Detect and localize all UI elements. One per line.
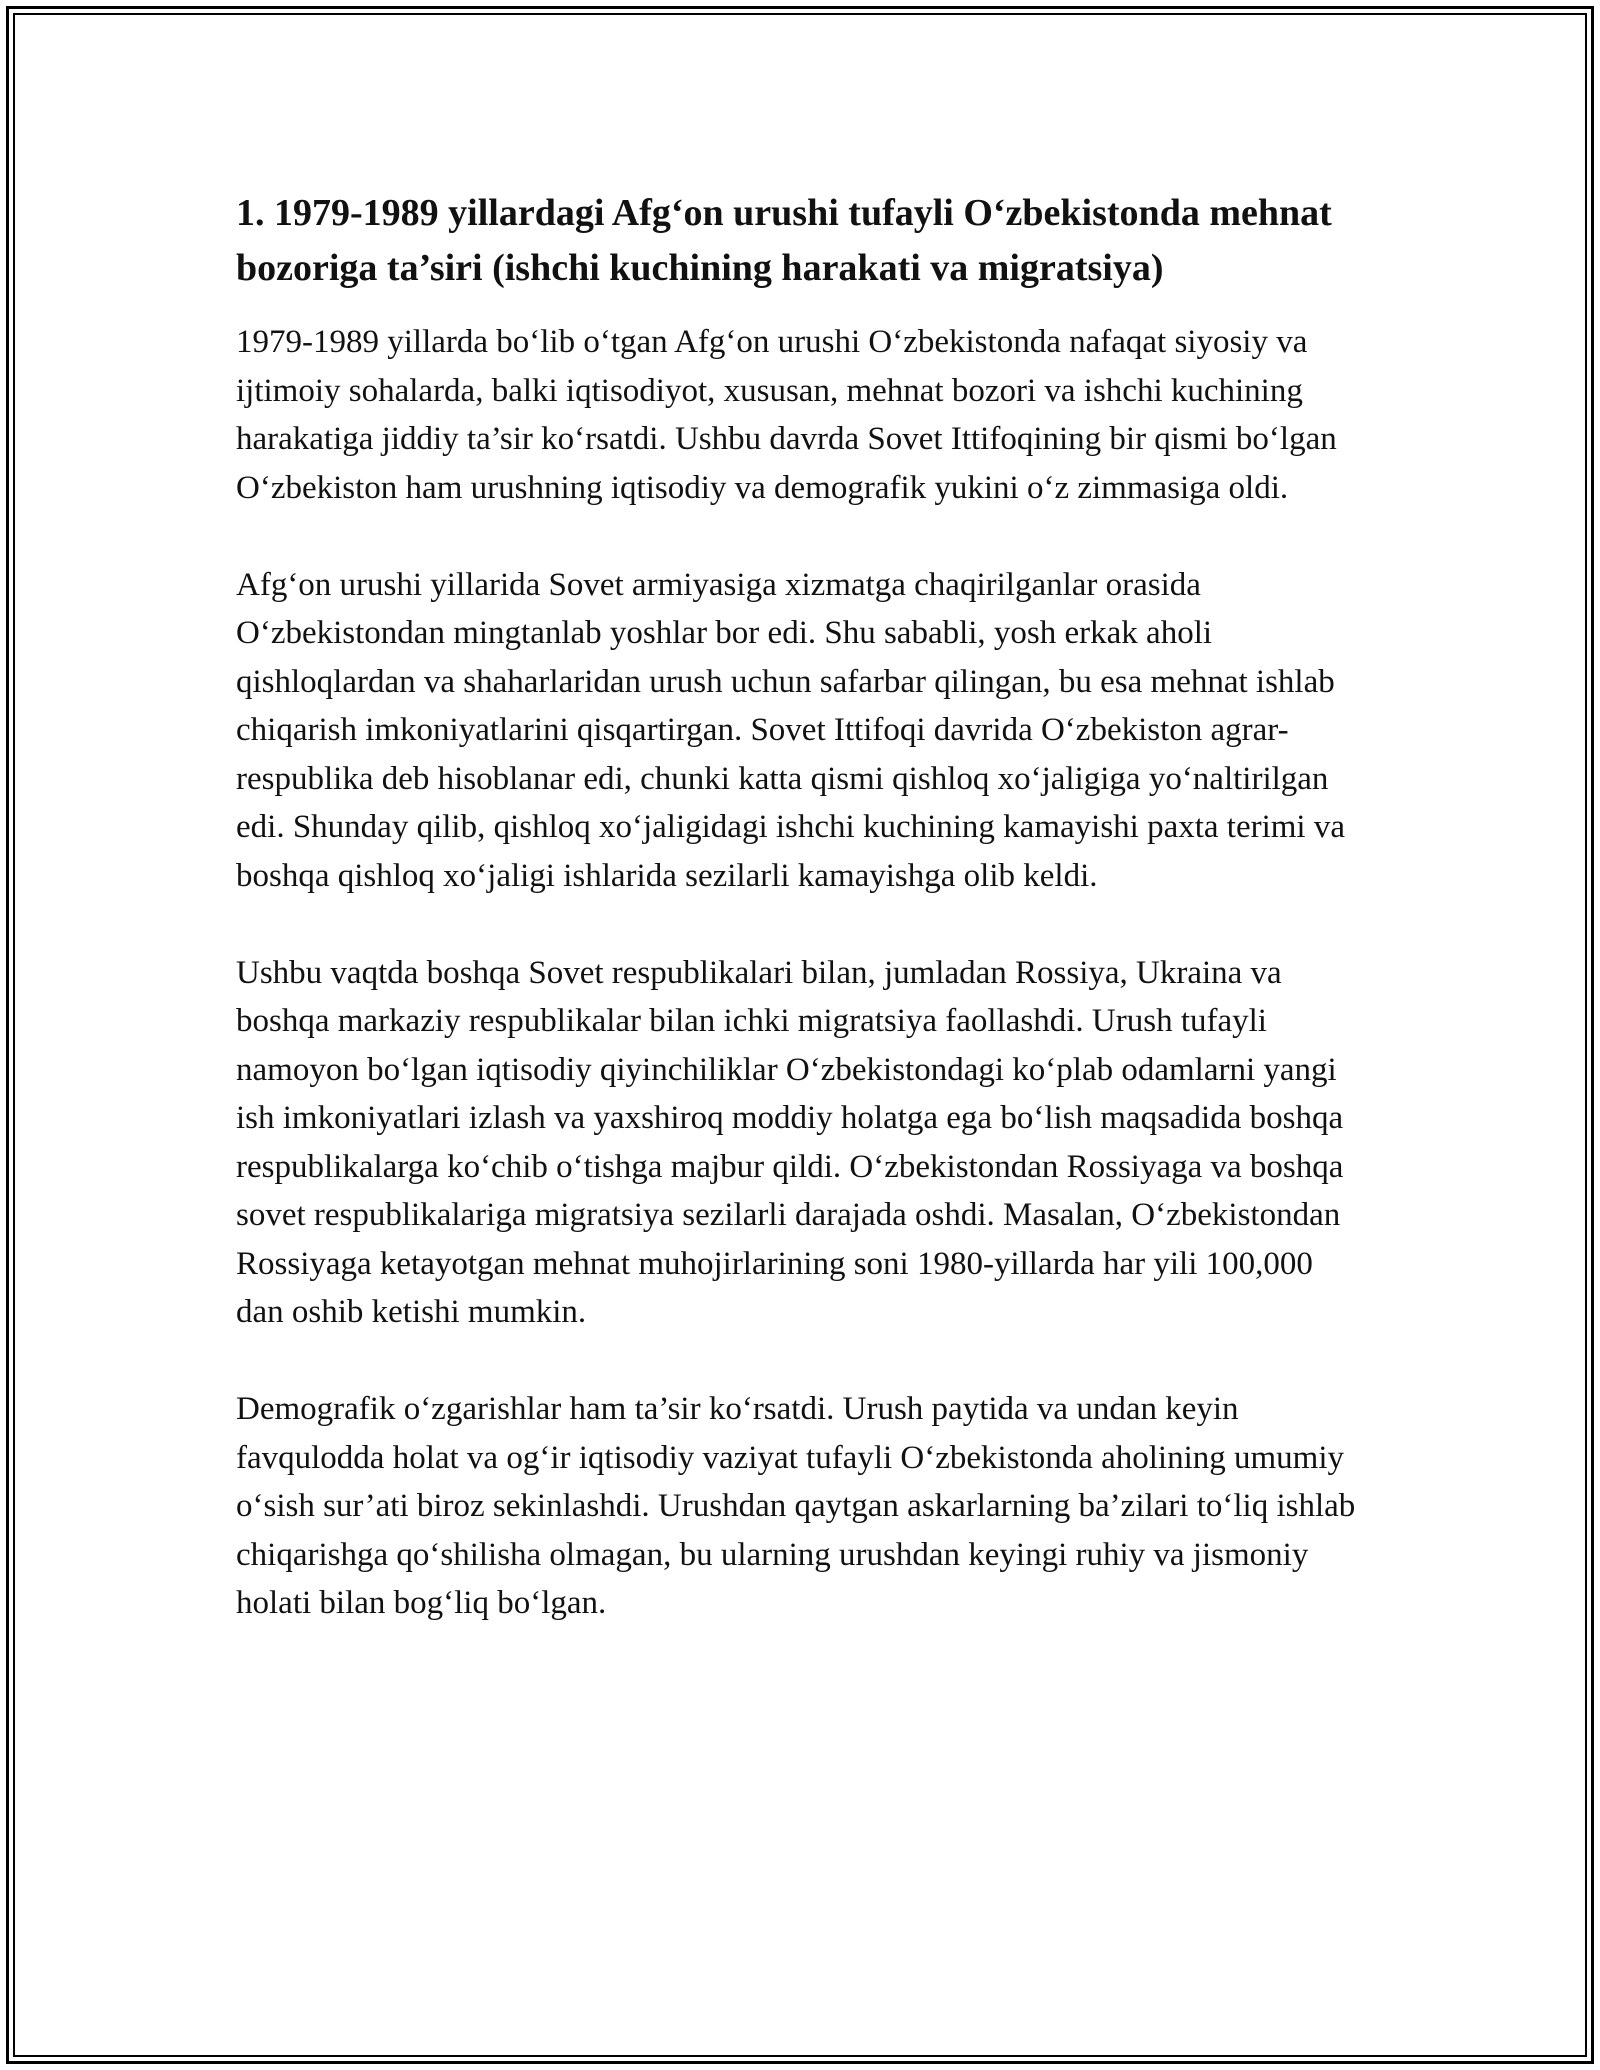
document-body bbox=[236, 186, 1366, 1676]
paragraph-1: 1979-1989 yillarda bo‘lib o‘tgan Afg‘on urushi O‘zbekistonda nafaqat siyosiy va ijtimoiy sohalarda, balki iqtisodiyot, xususan, mehnat bozori va ishchi kuchining harakatiga jiddiy ta’sir ko‘rsatdi. Ushbu davrda Sovet Ittifoqining bir qismi bo‘lgan O‘zbekiston ham urushning iqtisodiy va demografik yukini o‘z zimmasiga oldi. bbox=[236, 324, 1337, 506]
paragraph-3: Ushbu vaqtda boshqa Sovet respublikalari bilan, jumladan Rossiya, Ukraina va boshqa markaziy respublikalar bilan ichki migratsiya faollashdi. Urush tufayli namoyon bo‘lgan iqtisodiy qiyinchiliklar O‘zbekistondagi ko‘plab odamlarni yangi ish imkoniyatlari izlash va yaxshiroq moddiy holatga ega bo‘lish maqsadida boshqa respublikalarga ko‘chib o‘tishga majbur qildi. O‘zbekistondan Rossiyaga va boshqa sovet respublikalariga migratsiya sezilarli darajada oshdi. Masalan, O‘zbekistondan Rossiyaga ketayotgan mehnat muhojirlarining soni 1980-yillarda har yili 100,000 dan oshib ketishi mumkin. bbox=[236, 954, 1344, 1330]
paragraph-2: Afg‘on urushi yillarida Sovet armiyasiga xizmatga chaqirilganlar orasida O‘zbekistondan mingtanlab yoshlar bor edi. Shu sababli, yosh erkak aholi qishloqlardan va shaharlaridan urush uchun safarbar qilingan, bu esa mehnat ishlab chiqarish imkoniyatlarini qisqartirgan. Sovet Ittifoqi davrida O‘zbekiston agrar-respublika deb hisoblanar edi, chunki katta qismi qishloq xo‘jaligiga yo‘naltirilgan edi. Shunday qilib, qishloq xo‘jaligidagi ishchi kuchining kamayishi paxta terimi va boshqa qishloq xo‘jaligi ishlarida sezilarli kamayishga olib keldi. bbox=[236, 566, 1345, 894]
paragraph-4: Demografik o‘zgarishlar ham ta’sir ko‘rsatdi. Urush paytida va undan keyin favqulodda holat va og‘ir iqtisodiy vaziyat tufayli O‘zbekistonda aholining umumiy o‘sish sur’ati biroz sekinlashdi. Urushdan qaytgan askarlarning ba’zilari to‘liq ishlab chiqarishga qo‘shilisha olmagan, bu ularning urushdan keyingi ruhiy va jismoniy holati bilan bog‘liq bo‘lgan. bbox=[236, 1391, 1356, 1621]
section-heading: 1. 1979-1989 yillardagi Afg‘on urushi tufayli O‘zbekistonda mehnat bozoriga ta’siri (ishchi kuchining harakati va migratsiya) bbox=[236, 192, 1332, 289]
